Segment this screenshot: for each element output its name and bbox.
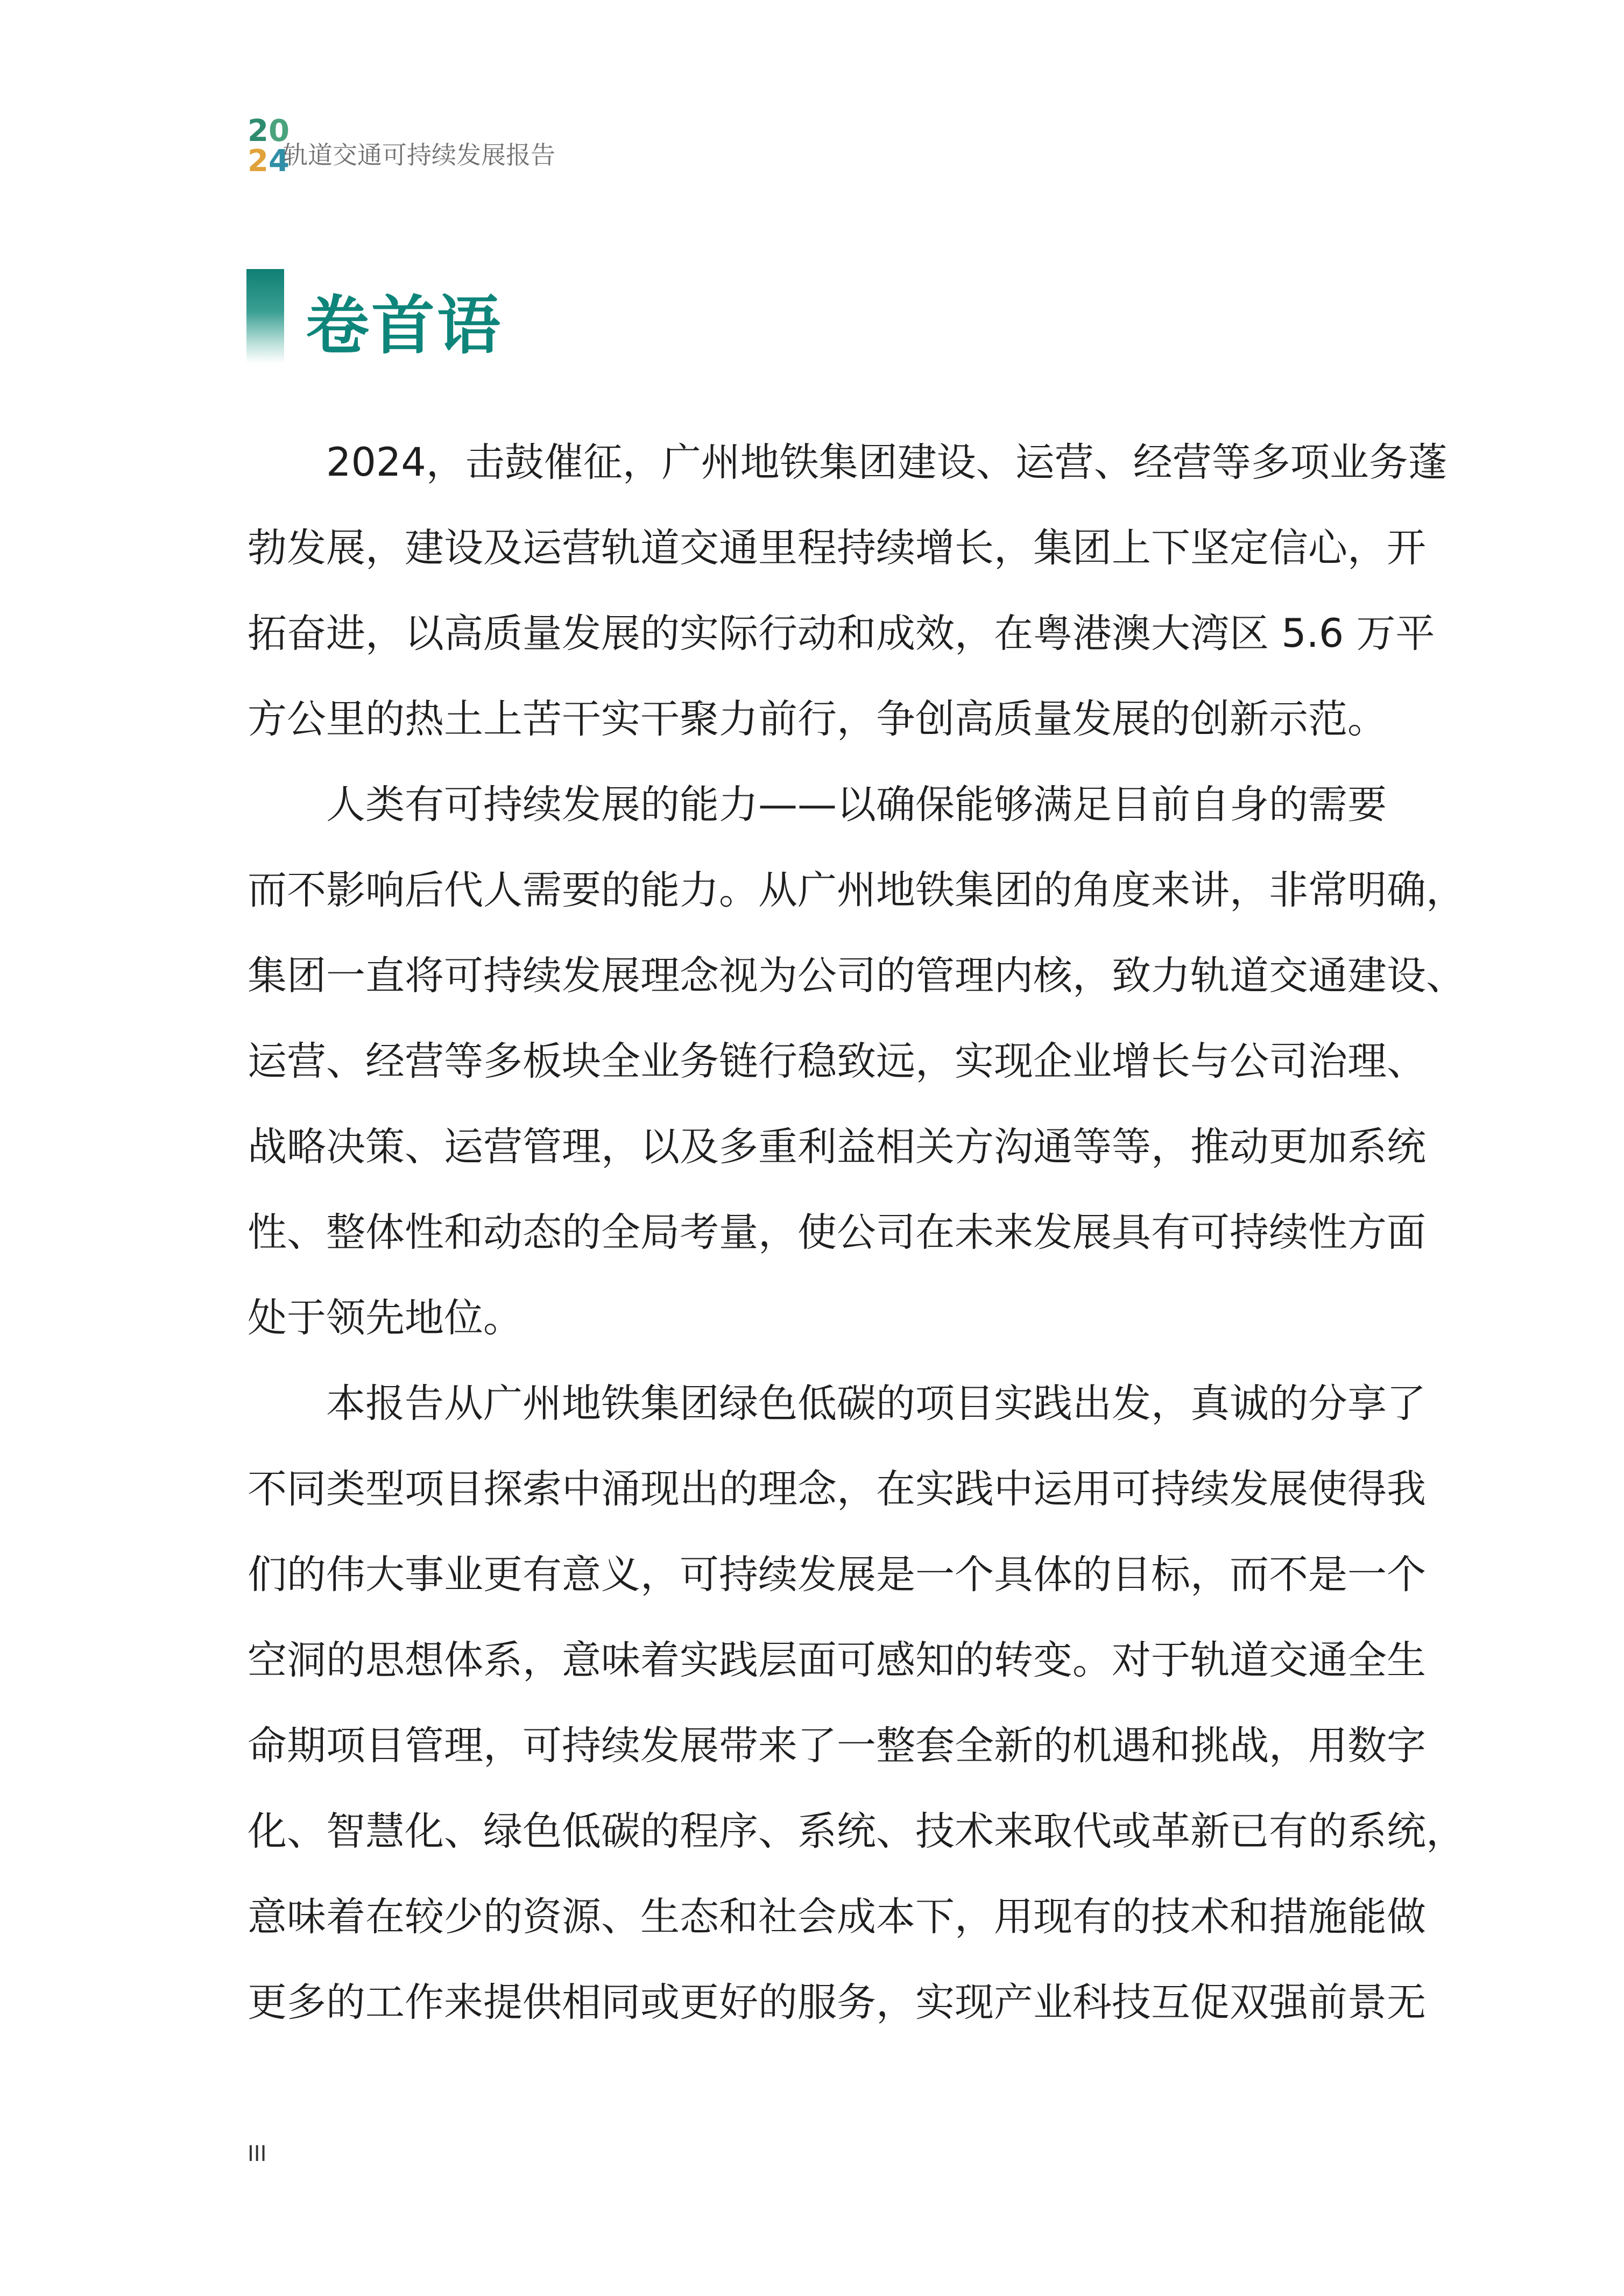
text-line: 意味着在较少的资源、生态和社会成本下，用现有的技术和措施能做	[248, 1894, 1426, 1940]
text-line: 化、智慧化、绿色低碳的程序、系统、技术来取代或革新已有的系统，	[248, 1808, 1465, 1854]
text-line: 更多的工作来提供相同或更好的服务，实现产业科技互促双强前景无	[248, 1980, 1426, 2025]
report-title: 轨道交通可持续发展报告	[283, 140, 555, 169]
text-line: 而不影响后代人需要的能力。从广州地铁集团的角度来讲，非常明确，	[248, 867, 1465, 913]
text-line: 人类有可持续发展的能力——以确保能够满足目前自身的需要	[248, 782, 1387, 828]
logo-digit: 2	[248, 144, 269, 179]
text-line: 命期项目管理，可持续发展带来了一整套全新的机遇和挑战，用数字	[248, 1723, 1426, 1769]
text-line: 性、整体性和动态的全局考量，使公司在未来发展具有可持续性方面	[248, 1210, 1426, 1255]
body-text	[248, 420, 1465, 2045]
text-line: 战略决策、运营管理，以及多重利益相关方沟通等等，推动更加系统	[248, 1124, 1426, 1170]
section-title: 卷首语	[306, 288, 503, 363]
text-line: 运营、经营等多板块全业务链行稳致远，实现企业增长与公司治理、	[248, 1039, 1426, 1084]
text-line: 集团一直将可持续发展理念视为公司的管理内核，致力轨道交通建设、	[248, 953, 1465, 999]
text-line: 方公里的热土上苦干实干聚力前行，争创高质量发展的创新示范。	[248, 696, 1387, 742]
logo-digit: 0	[268, 114, 290, 149]
section-heading	[246, 269, 892, 366]
logo-digit: 2	[248, 114, 269, 149]
text-line: 拓奋进，以高质量发展的实际行动和成效，在粤港澳大湾区 5.6 万平	[248, 611, 1435, 656]
logo-digit: 4	[268, 144, 290, 179]
text-line: 处于领先地位。	[248, 1295, 522, 1341]
text-line: 本报告从广州地铁集团绿色低碳的项目实践出发，真诚的分享了	[248, 1381, 1426, 1426]
text-line: 们的伟大事业更有意义，可持续发展是一个具体的目标，而不是一个	[248, 1552, 1426, 1598]
text-line: 勃发展，建设及运营轨道交通里程持续增长，集团上下坚定信心，开	[248, 525, 1426, 571]
page-number: III	[248, 2142, 267, 2166]
title-accent-bar	[246, 269, 284, 363]
report-header	[248, 114, 732, 179]
text-line: 不同类型项目探索中涌现出的理念，在实践中运用可持续发展使得我	[248, 1466, 1426, 1512]
text-line: 2024，击鼓催征，广州地铁集团建设、运营、经营等多项业务蓬	[248, 440, 1448, 485]
text-line: 空洞的思想体系，意味着实践层面可感知的转变。对于轨道交通全生	[248, 1637, 1426, 1683]
